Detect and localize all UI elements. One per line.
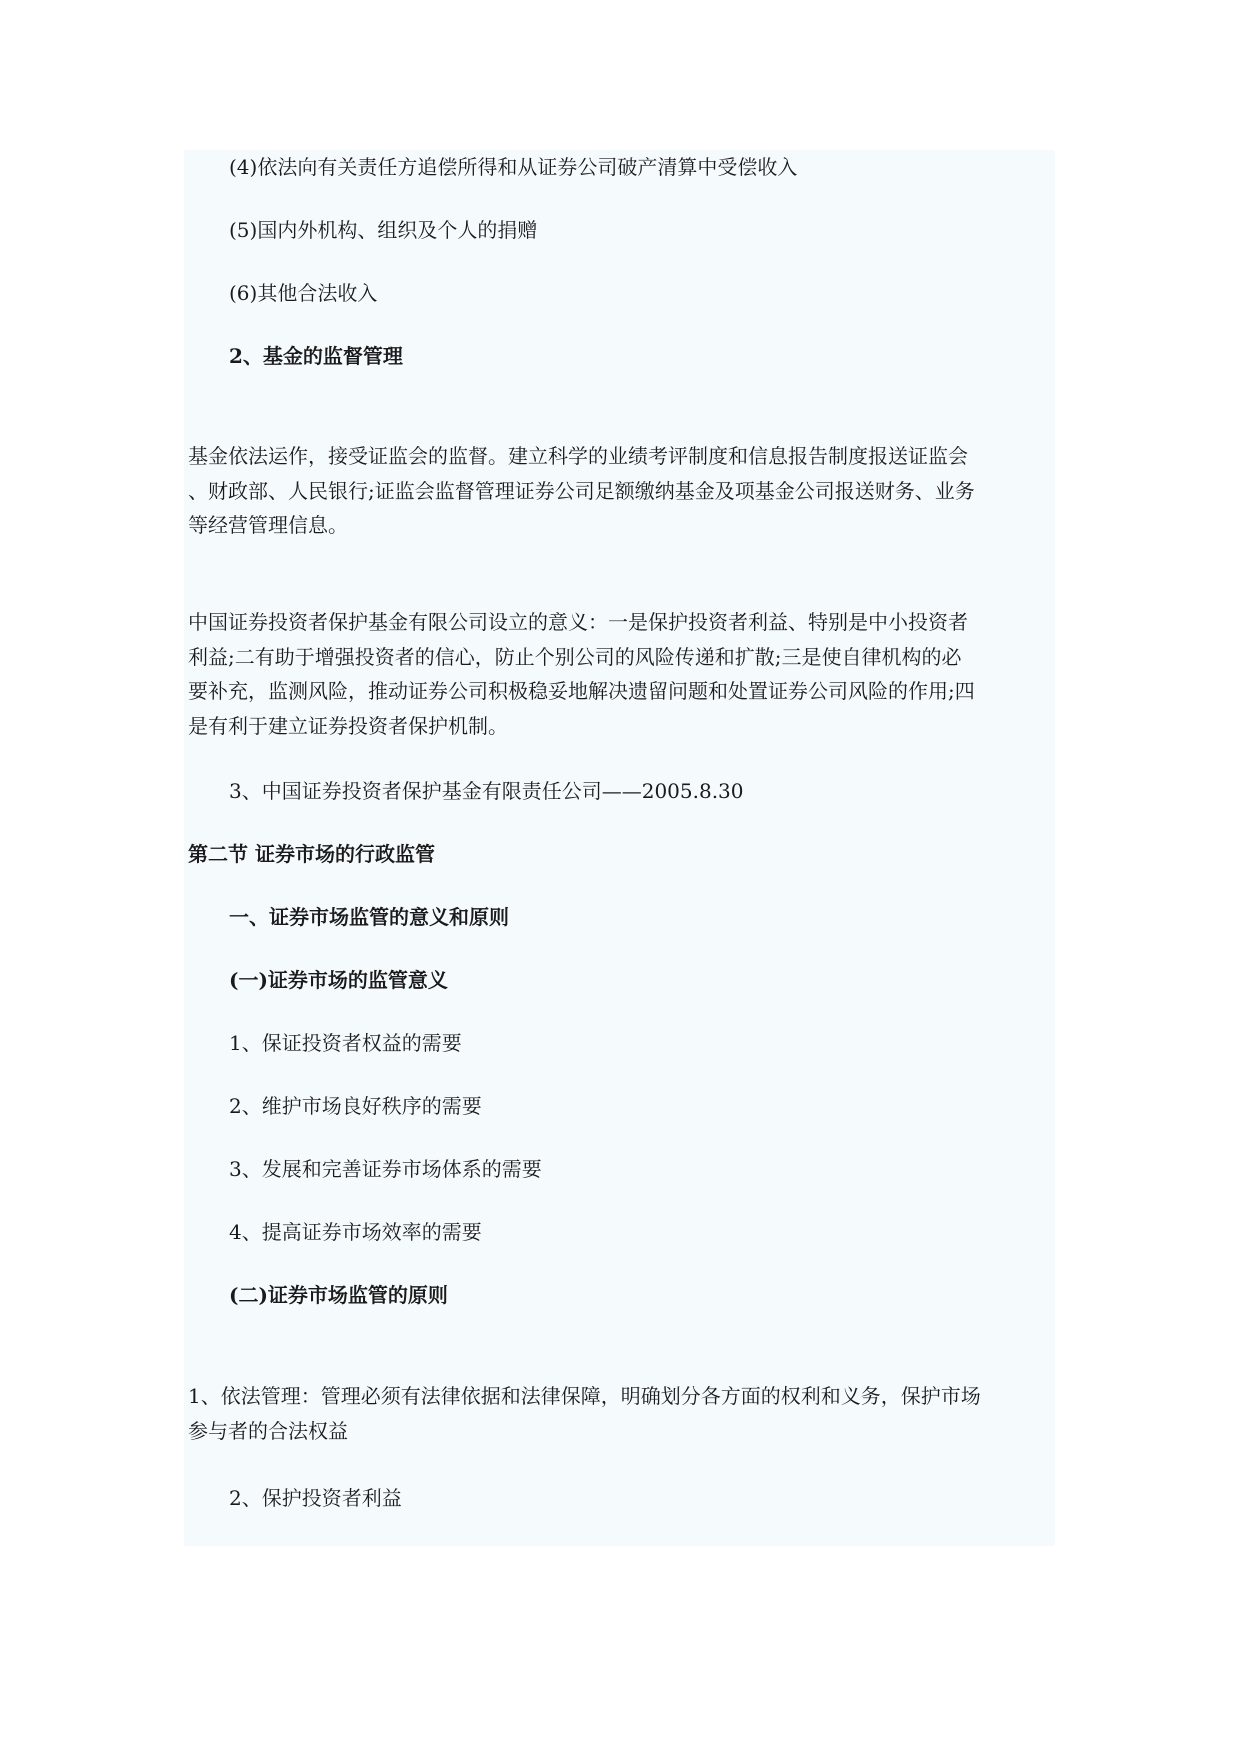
paragraph-line: 1、依法管理：管理必须有法律依据和法律保障，明确划分各方面的权利和义务，保护市场	[188, 1384, 981, 1408]
heading-supervision-significance: (一)证券市场的监管意义	[229, 968, 448, 992]
paragraph-line: 利益;二有助于增强投资者的信心，防止个别公司的风险传递和扩散;三是使自律机构的必	[188, 644, 962, 669]
heading-fund-supervision: 2、基金的监督管理	[229, 344, 403, 368]
list-item-income-5: (5)国内外机构、组织及个人的捐赠	[229, 218, 538, 242]
paragraph-line: 中国证券投资者保护基金有限公司设立的意义：一是保护投资者利益、特别是中小投资者	[188, 610, 968, 634]
heading-significance-principles: 一、证券市场监管的意义和原则	[229, 905, 509, 929]
document-content-panel	[184, 150, 1055, 1546]
list-item-income-6: (6)其他合法收入	[229, 281, 378, 305]
list-item-income-4: (4)依法向有关责任方追偿所得和从证券公司破产清算中受偿收入	[229, 155, 798, 179]
paragraph-line: 是有利于建立证券投资者保护机制。	[188, 713, 508, 738]
heading-supervision-principles: (二)证券市场监管的原则	[229, 1283, 448, 1307]
list-item-significance-1: 1、保证投资者权益的需要	[229, 1031, 462, 1055]
list-item-fund-company: 3、中国证券投资者保护基金有限责任公司——2005.8.30	[229, 779, 744, 803]
paragraph-line: 、财政部、人民银行;证监会监督管理证券公司足额缴纳基金及项基金公司报送财务、业务	[188, 478, 975, 503]
paragraph-fund-significance	[188, 605, 1054, 743]
list-item-significance-3: 3、发展和完善证券市场体系的需要	[229, 1157, 542, 1181]
list-item-principle-2: 2、保护投资者利益	[229, 1486, 402, 1510]
paragraph-fund-supervision	[188, 439, 1054, 543]
list-item-significance-2: 2、维护市场良好秩序的需要	[229, 1094, 482, 1118]
paragraph-line: 基金依法运作，接受证监会的监督。建立科学的业绩考评制度和信息报告制度报送证监会	[188, 444, 968, 468]
paragraph-principle-1	[188, 1379, 1054, 1448]
paragraph-line: 参与者的合法权益	[188, 1418, 348, 1443]
list-item-significance-4: 4、提高证券市场效率的需要	[229, 1220, 482, 1244]
paragraph-line: 要补充，监测风险，推动证券公司积极稳妥地解决遗留问题和处置证券公司风险的作用;四	[188, 679, 975, 703]
section-heading: 第二节 证券市场的行政监管	[188, 842, 435, 866]
paragraph-line: 等经营管理信息。	[188, 513, 348, 537]
